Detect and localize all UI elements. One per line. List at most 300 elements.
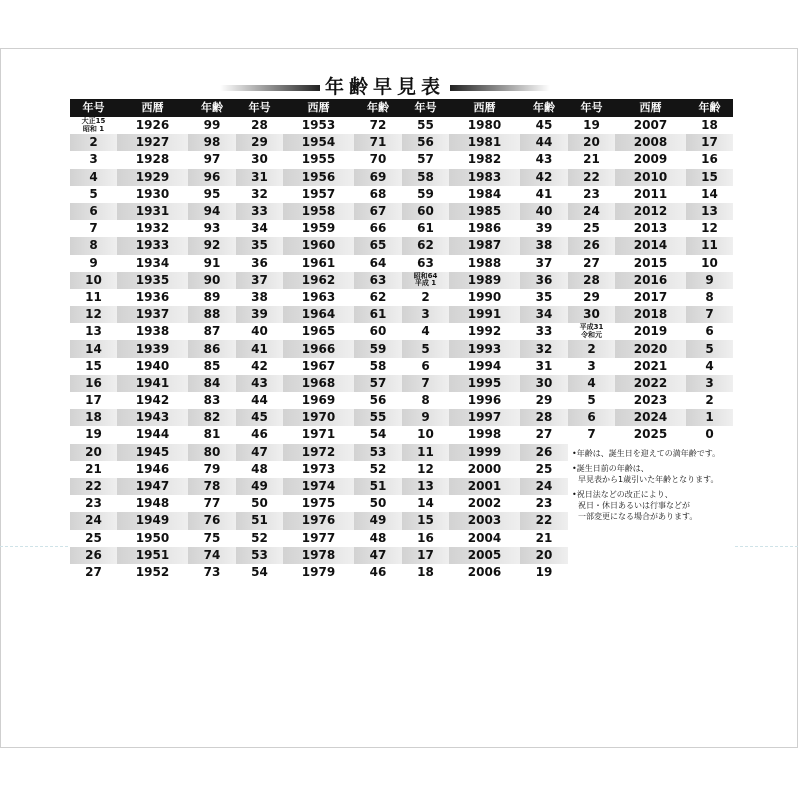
era-cell: 35 — [236, 237, 283, 254]
era-cell: 19 — [568, 117, 615, 134]
year-cell: 1972 — [283, 444, 354, 461]
year-cell: 2019 — [615, 323, 686, 340]
age-cell: 35 — [520, 289, 568, 306]
age-cell: 44 — [520, 134, 568, 151]
year-cell: 1929 — [117, 169, 188, 186]
era-cell: 21 — [568, 151, 615, 168]
age-cell: 5 — [686, 340, 733, 357]
note-item — [572, 489, 733, 522]
age-cell: 27 — [520, 426, 568, 443]
era-cell: 31 — [236, 169, 283, 186]
age-cell: 0 — [686, 426, 733, 443]
age-cell: 29 — [520, 392, 568, 409]
note-item — [572, 448, 733, 459]
era-cell: 5 — [568, 392, 615, 409]
era-cell: 63 — [402, 255, 449, 272]
year-cell: 2025 — [615, 426, 686, 443]
year-cell: 2003 — [449, 512, 520, 529]
note-line: 祝日・休日あるいは行事などが — [578, 500, 690, 510]
age-cell: 48 — [354, 530, 402, 547]
age-cell: 38 — [520, 237, 568, 254]
table-row — [70, 306, 733, 323]
year-cell: 1996 — [449, 392, 520, 409]
age-cell: 99 — [188, 117, 236, 134]
year-cell: 1999 — [449, 444, 520, 461]
era-cell: 4 — [402, 323, 449, 340]
era-cell: 26 — [568, 237, 615, 254]
era-transition-label: 昭和64 — [413, 271, 438, 280]
age-cell: 60 — [354, 323, 402, 340]
year-cell: 2018 — [615, 306, 686, 323]
era-cell: 7 — [70, 220, 117, 237]
year-cell: 1986 — [449, 220, 520, 237]
note-line: •祝日法などの改正により、 — [572, 489, 673, 499]
era-cell: 30 — [236, 151, 283, 168]
table-row — [70, 340, 733, 357]
age-cell: 39 — [520, 220, 568, 237]
table-row — [70, 289, 733, 306]
year-cell: 2020 — [615, 340, 686, 357]
era-cell: 28 — [236, 117, 283, 134]
header-era: 年号 — [402, 99, 449, 117]
era-cell: 27 — [70, 564, 117, 581]
table-row — [70, 358, 733, 375]
era-cell: 32 — [236, 186, 283, 203]
age-cell: 42 — [520, 169, 568, 186]
year-cell: 1987 — [449, 237, 520, 254]
year-cell: 1956 — [283, 169, 354, 186]
age-cell: 78 — [188, 478, 236, 495]
era-cell: 47 — [236, 444, 283, 461]
age-cell: 97 — [188, 151, 236, 168]
table-row — [70, 203, 733, 220]
table-row — [70, 186, 733, 203]
year-cell: 1989 — [449, 272, 520, 289]
year-cell: 1994 — [449, 358, 520, 375]
age-cell: 64 — [354, 255, 402, 272]
year-cell: 1940 — [117, 358, 188, 375]
age-cell: 76 — [188, 512, 236, 529]
era-cell: 51 — [236, 512, 283, 529]
header-year: 西暦 — [615, 99, 686, 117]
age-cell: 8 — [686, 289, 733, 306]
era-cell: 28 — [568, 272, 615, 289]
age-cell: 56 — [354, 392, 402, 409]
year-cell: 1995 — [449, 375, 520, 392]
age-cell: 81 — [188, 426, 236, 443]
year-cell: 1968 — [283, 375, 354, 392]
year-cell: 1988 — [449, 255, 520, 272]
era-cell: 42 — [236, 358, 283, 375]
year-cell: 1970 — [283, 409, 354, 426]
era-cell: 11 — [70, 289, 117, 306]
year-cell: 2014 — [615, 237, 686, 254]
era-cell: 44 — [236, 392, 283, 409]
age-cell: 87 — [188, 323, 236, 340]
age-cell: 67 — [354, 203, 402, 220]
era-cell: 7 — [568, 426, 615, 443]
year-cell: 1960 — [283, 237, 354, 254]
era-cell — [568, 323, 615, 340]
year-cell: 1927 — [117, 134, 188, 151]
era-cell: 36 — [236, 255, 283, 272]
year-cell: 2017 — [615, 289, 686, 306]
year-cell: 1991 — [449, 306, 520, 323]
age-cell: 69 — [354, 169, 402, 186]
year-cell: 1945 — [117, 444, 188, 461]
era-cell: 59 — [402, 186, 449, 203]
header-row — [70, 99, 733, 117]
year-cell: 2000 — [449, 461, 520, 478]
table-row — [70, 169, 733, 186]
era-cell: 57 — [402, 151, 449, 168]
era-cell: 22 — [568, 169, 615, 186]
era-cell: 16 — [70, 375, 117, 392]
era-cell: 19 — [70, 426, 117, 443]
era-cell: 27 — [568, 255, 615, 272]
era-cell: 58 — [402, 169, 449, 186]
age-cell: 7 — [686, 306, 733, 323]
year-cell: 1953 — [283, 117, 354, 134]
note-line: 一部変更になる場合があります。 — [578, 511, 698, 521]
year-cell: 1931 — [117, 203, 188, 220]
header-year: 西暦 — [117, 99, 188, 117]
year-cell: 1936 — [117, 289, 188, 306]
year-cell: 2002 — [449, 495, 520, 512]
era-cell: 10 — [402, 426, 449, 443]
table-row — [70, 134, 733, 151]
table-row — [70, 375, 733, 392]
era-cell: 50 — [236, 495, 283, 512]
age-cell: 73 — [188, 564, 236, 581]
era-cell: 40 — [236, 323, 283, 340]
age-cell: 61 — [354, 306, 402, 323]
era-cell: 26 — [70, 547, 117, 564]
year-cell: 2010 — [615, 169, 686, 186]
age-cell: 65 — [354, 237, 402, 254]
table-row — [70, 255, 733, 272]
era-cell: 3 — [568, 358, 615, 375]
year-cell: 2022 — [615, 375, 686, 392]
year-cell: 2016 — [615, 272, 686, 289]
era-cell: 18 — [402, 564, 449, 581]
age-cell: 62 — [354, 289, 402, 306]
era-cell: 12 — [70, 306, 117, 323]
age-cell: 25 — [520, 461, 568, 478]
year-cell: 2006 — [449, 564, 520, 581]
era-cell — [70, 117, 117, 134]
year-cell: 1969 — [283, 392, 354, 409]
header-age: 年齢 — [354, 99, 402, 117]
table-row — [70, 409, 733, 426]
era-cell: 21 — [70, 461, 117, 478]
age-cell: 90 — [188, 272, 236, 289]
era-cell: 3 — [70, 151, 117, 168]
year-cell: 1977 — [283, 530, 354, 547]
year-cell: 1997 — [449, 409, 520, 426]
year-cell: 2008 — [615, 134, 686, 151]
table-row — [70, 444, 733, 461]
age-cell: 66 — [354, 220, 402, 237]
era-transition-label: 大正15 — [81, 117, 106, 126]
year-cell: 1935 — [117, 272, 188, 289]
year-cell: 1961 — [283, 255, 354, 272]
era-cell: 18 — [70, 409, 117, 426]
table-row — [70, 272, 733, 289]
year-cell: 1964 — [283, 306, 354, 323]
note-item — [572, 463, 733, 485]
era-cell: 15 — [70, 358, 117, 375]
era-cell: 3 — [402, 306, 449, 323]
age-cell: 13 — [686, 203, 733, 220]
age-cell: 1 — [686, 409, 733, 426]
table-row — [70, 323, 733, 340]
age-cell: 46 — [354, 564, 402, 581]
era-cell: 48 — [236, 461, 283, 478]
age-table — [70, 99, 733, 581]
notes-cell — [568, 444, 733, 582]
year-cell: 1975 — [283, 495, 354, 512]
title-bar-left — [220, 85, 320, 91]
age-cell: 45 — [520, 117, 568, 134]
year-cell: 1990 — [449, 289, 520, 306]
year-cell: 1981 — [449, 134, 520, 151]
age-cell: 4 — [686, 358, 733, 375]
year-cell: 1943 — [117, 409, 188, 426]
era-cell: 20 — [70, 444, 117, 461]
notes — [568, 444, 733, 522]
age-cell: 41 — [520, 186, 568, 203]
era-cell: 17 — [402, 547, 449, 564]
year-cell: 1985 — [449, 203, 520, 220]
era-cell: 12 — [402, 461, 449, 478]
era-cell: 38 — [236, 289, 283, 306]
era-cell: 2 — [402, 289, 449, 306]
era-cell: 7 — [402, 375, 449, 392]
era-cell: 6 — [402, 358, 449, 375]
note-line: 早見表から1歳引いた年齢となります。 — [578, 474, 719, 484]
year-cell: 2015 — [615, 255, 686, 272]
age-cell: 30 — [520, 375, 568, 392]
note-line: •年齢は、誕生日を迎えての満年齢です。 — [572, 448, 721, 458]
age-cell: 63 — [354, 272, 402, 289]
era-cell: 60 — [402, 203, 449, 220]
year-cell: 1941 — [117, 375, 188, 392]
age-cell: 11 — [686, 237, 733, 254]
age-cell: 12 — [686, 220, 733, 237]
age-cell: 17 — [686, 134, 733, 151]
era-cell: 46 — [236, 426, 283, 443]
year-cell: 1944 — [117, 426, 188, 443]
page-title: 年齢早見表 — [324, 76, 445, 98]
age-cell: 75 — [188, 530, 236, 547]
era-cell: 17 — [70, 392, 117, 409]
era-cell: 13 — [70, 323, 117, 340]
age-cell: 47 — [354, 547, 402, 564]
year-cell: 1934 — [117, 255, 188, 272]
year-cell: 2012 — [615, 203, 686, 220]
year-cell: 1978 — [283, 547, 354, 564]
year-cell: 1980 — [449, 117, 520, 134]
year-cell: 1963 — [283, 289, 354, 306]
age-cell: 37 — [520, 255, 568, 272]
age-cell: 54 — [354, 426, 402, 443]
era-cell: 5 — [402, 340, 449, 357]
year-cell: 1998 — [449, 426, 520, 443]
year-cell: 1939 — [117, 340, 188, 357]
age-cell: 40 — [520, 203, 568, 220]
age-cell: 92 — [188, 237, 236, 254]
era-cell: 43 — [236, 375, 283, 392]
age-cell: 58 — [354, 358, 402, 375]
era-cell: 9 — [70, 255, 117, 272]
age-cell: 20 — [520, 547, 568, 564]
age-cell: 49 — [354, 512, 402, 529]
header-year: 西暦 — [449, 99, 520, 117]
era-cell: 37 — [236, 272, 283, 289]
title-banner — [220, 76, 550, 98]
year-cell: 2004 — [449, 530, 520, 547]
year-cell: 1926 — [117, 117, 188, 134]
era-cell: 9 — [402, 409, 449, 426]
age-cell: 88 — [188, 306, 236, 323]
age-cell: 21 — [520, 530, 568, 547]
age-cell: 36 — [520, 272, 568, 289]
age-cell: 53 — [354, 444, 402, 461]
year-cell: 2023 — [615, 392, 686, 409]
year-cell: 1974 — [283, 478, 354, 495]
era-cell: 29 — [568, 289, 615, 306]
age-cell: 79 — [188, 461, 236, 478]
year-cell: 1933 — [117, 237, 188, 254]
age-cell: 86 — [188, 340, 236, 357]
era-cell: 34 — [236, 220, 283, 237]
era-cell: 10 — [70, 272, 117, 289]
title-bar-right — [450, 85, 550, 91]
year-cell: 1937 — [117, 306, 188, 323]
table-row — [70, 151, 733, 168]
age-cell: 98 — [188, 134, 236, 151]
year-cell: 1993 — [449, 340, 520, 357]
age-cell: 15 — [686, 169, 733, 186]
year-cell: 1979 — [283, 564, 354, 581]
era-cell: 14 — [70, 340, 117, 357]
year-cell: 1959 — [283, 220, 354, 237]
era-cell: 13 — [402, 478, 449, 495]
era-cell: 25 — [568, 220, 615, 237]
year-cell: 1957 — [283, 186, 354, 203]
year-cell: 2001 — [449, 478, 520, 495]
age-cell: 85 — [188, 358, 236, 375]
header-era: 年号 — [70, 99, 117, 117]
era-cell: 11 — [402, 444, 449, 461]
era-cell: 61 — [402, 220, 449, 237]
age-cell: 83 — [188, 392, 236, 409]
year-cell: 2009 — [615, 151, 686, 168]
era-cell: 54 — [236, 564, 283, 581]
age-cell: 77 — [188, 495, 236, 512]
age-cell: 84 — [188, 375, 236, 392]
era-transition-label: 令和元 — [581, 330, 602, 339]
year-cell: 2007 — [615, 117, 686, 134]
era-cell: 33 — [236, 203, 283, 220]
header-age: 年齢 — [686, 99, 733, 117]
header-era: 年号 — [236, 99, 283, 117]
age-cell: 93 — [188, 220, 236, 237]
header-era: 年号 — [568, 99, 615, 117]
year-cell: 1952 — [117, 564, 188, 581]
year-cell: 1958 — [283, 203, 354, 220]
era-cell: 30 — [568, 306, 615, 323]
age-cell: 72 — [354, 117, 402, 134]
year-cell: 1983 — [449, 169, 520, 186]
age-cell: 91 — [188, 255, 236, 272]
era-cell: 55 — [402, 117, 449, 134]
year-cell: 2005 — [449, 547, 520, 564]
age-cell: 89 — [188, 289, 236, 306]
table-row — [70, 117, 733, 134]
era-cell: 24 — [70, 512, 117, 529]
table-row — [70, 392, 733, 409]
era-transition-label: 平成31 — [579, 323, 604, 332]
table-row — [70, 237, 733, 254]
year-cell: 1951 — [117, 547, 188, 564]
era-cell: 25 — [70, 530, 117, 547]
era-cell: 4 — [568, 375, 615, 392]
age-cell: 50 — [354, 495, 402, 512]
age-cell: 23 — [520, 495, 568, 512]
year-cell: 2024 — [615, 409, 686, 426]
year-cell: 1955 — [283, 151, 354, 168]
year-cell: 1984 — [449, 186, 520, 203]
age-cell: 70 — [354, 151, 402, 168]
era-cell: 23 — [70, 495, 117, 512]
era-cell: 39 — [236, 306, 283, 323]
era-cell: 29 — [236, 134, 283, 151]
year-cell: 1949 — [117, 512, 188, 529]
era-cell: 8 — [402, 392, 449, 409]
age-cell: 43 — [520, 151, 568, 168]
era-cell: 52 — [236, 530, 283, 547]
year-cell: 1946 — [117, 461, 188, 478]
era-cell: 49 — [236, 478, 283, 495]
age-cell: 24 — [520, 478, 568, 495]
year-cell: 1962 — [283, 272, 354, 289]
year-cell: 1973 — [283, 461, 354, 478]
era-cell: 56 — [402, 134, 449, 151]
age-cell: 31 — [520, 358, 568, 375]
age-cell: 18 — [686, 117, 733, 134]
age-cell: 14 — [686, 186, 733, 203]
age-cell: 28 — [520, 409, 568, 426]
era-cell: 41 — [236, 340, 283, 357]
table-row — [70, 220, 733, 237]
era-cell: 8 — [70, 237, 117, 254]
age-cell: 52 — [354, 461, 402, 478]
age-cell: 2 — [686, 392, 733, 409]
era-cell: 15 — [402, 512, 449, 529]
header-age: 年齢 — [520, 99, 568, 117]
era-cell: 62 — [402, 237, 449, 254]
year-cell: 1947 — [117, 478, 188, 495]
year-cell: 1928 — [117, 151, 188, 168]
year-cell: 1930 — [117, 186, 188, 203]
age-cell: 10 — [686, 255, 733, 272]
age-cell: 33 — [520, 323, 568, 340]
age-cell: 51 — [354, 478, 402, 495]
era-cell — [402, 272, 449, 289]
year-cell: 1954 — [283, 134, 354, 151]
